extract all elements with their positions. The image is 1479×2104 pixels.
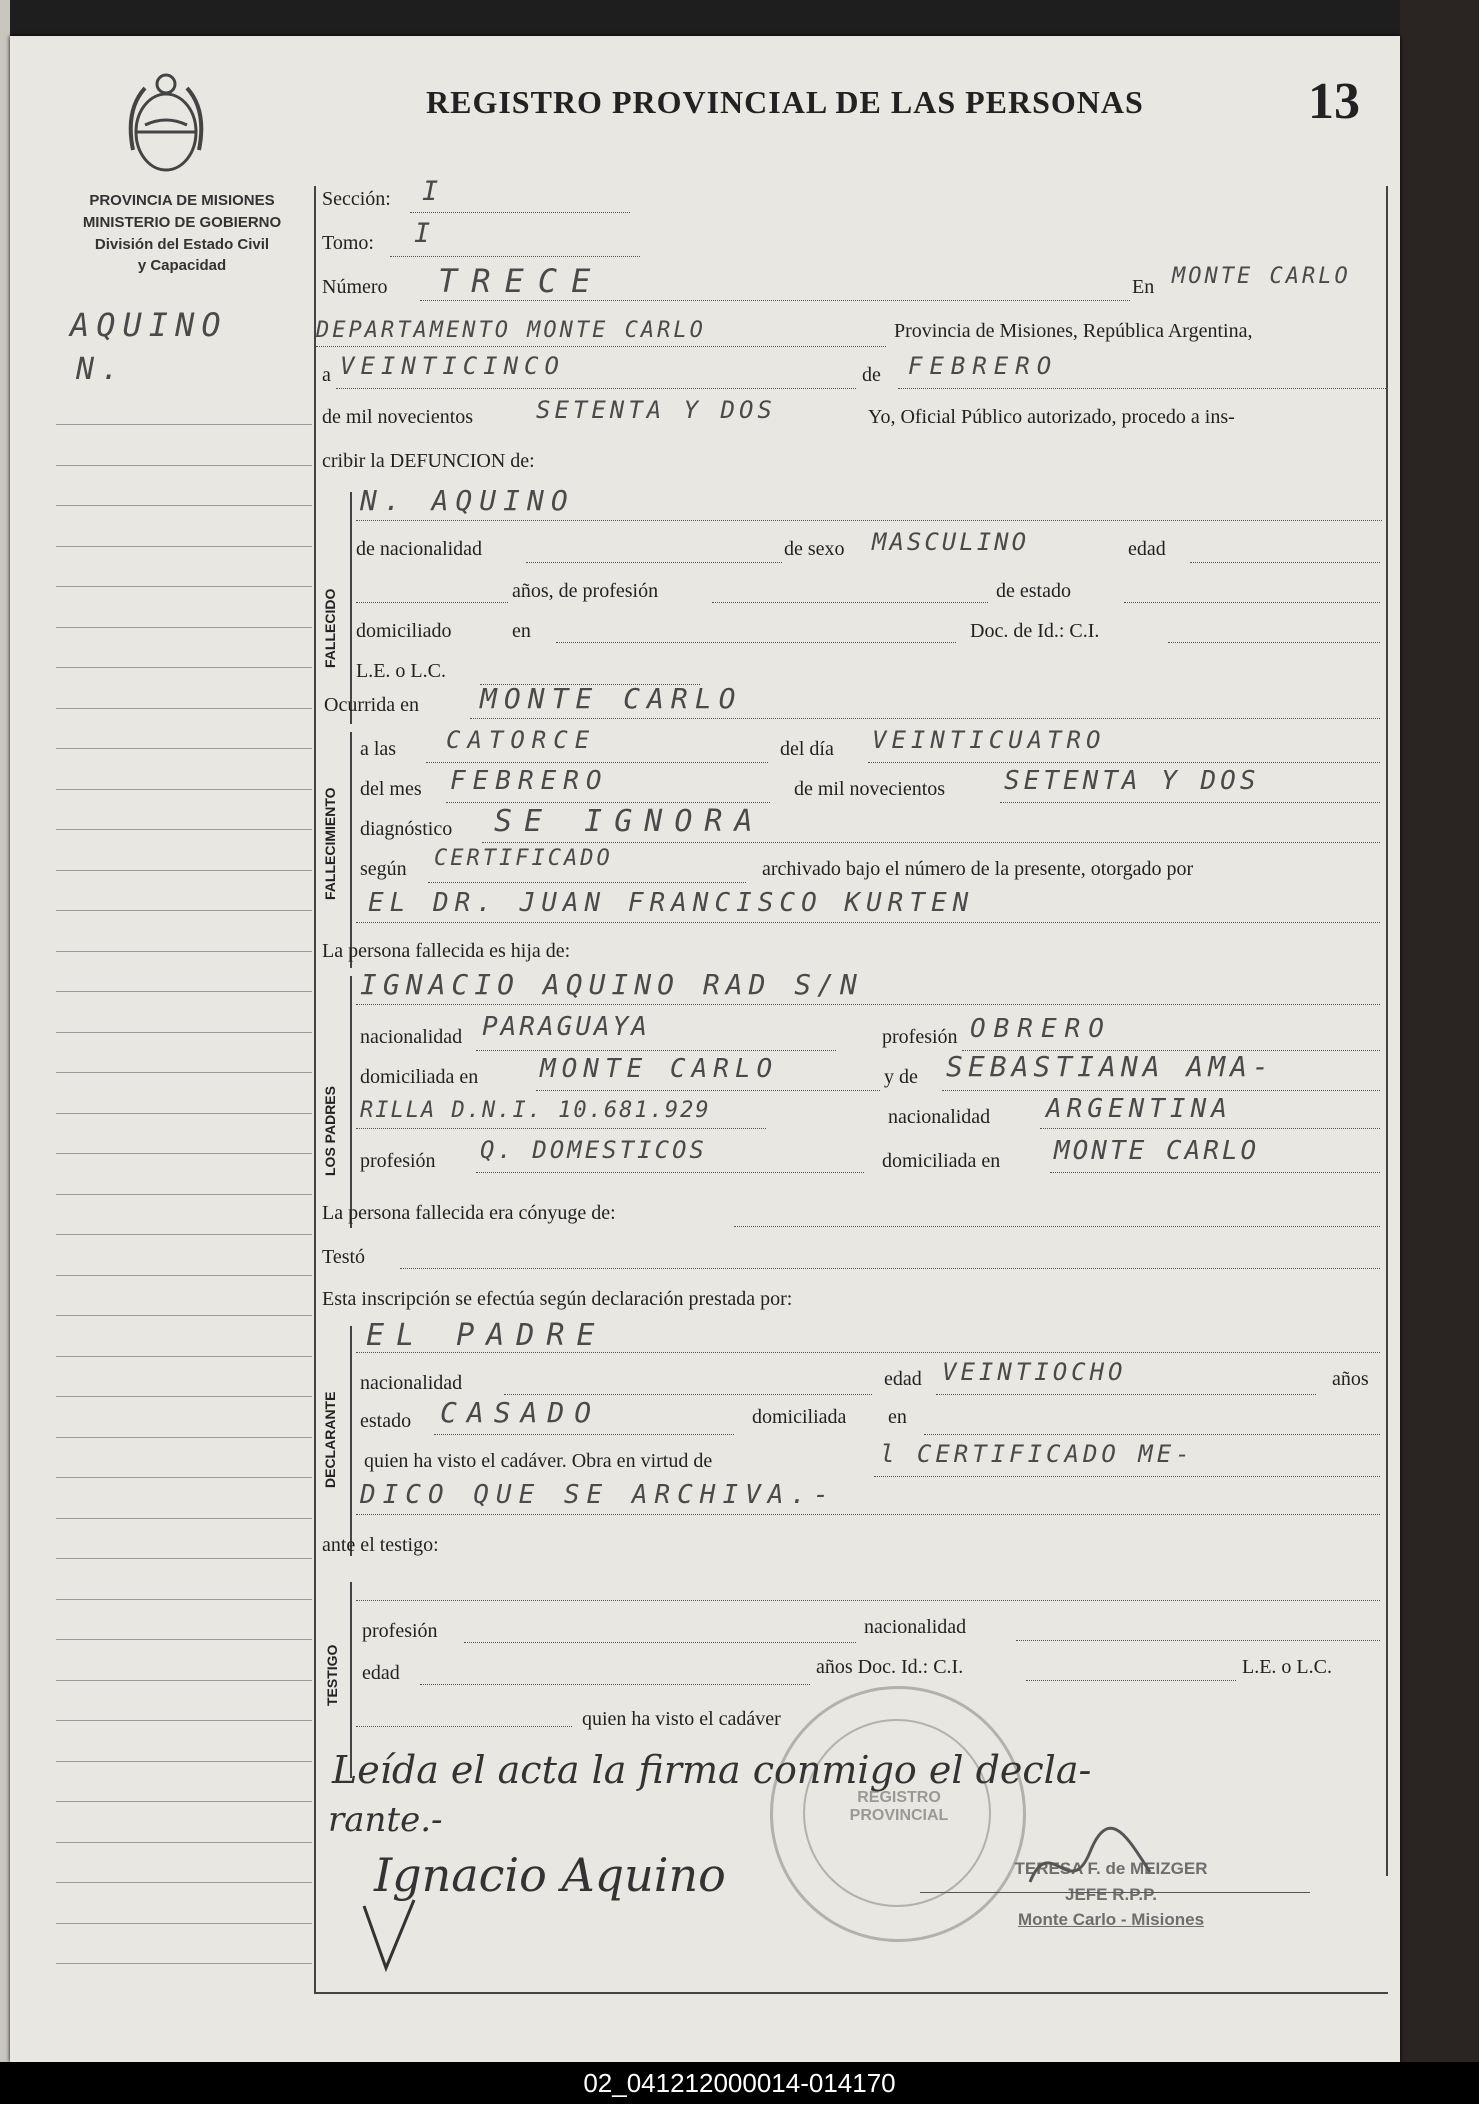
declarante-edad-label: edad [884,1368,922,1390]
underline [476,1050,836,1051]
section-bracket [350,492,352,724]
underline [1050,1172,1380,1173]
margin-rule-line [56,1518,312,1519]
seal-text: REGISTRO PROVINCIAL [849,1789,949,1824]
closing-line-2: rante.- [328,1800,443,1840]
dia-value: VEINTICUATRO [872,726,1106,754]
declarante-domiciliada-label: domiciliada [752,1406,847,1428]
dia-label: del día [780,738,834,760]
registro-anio-value: SETENTA Y DOS [536,396,776,424]
section-fallecimiento: FALLECIMIENTO [322,787,338,900]
section-bracket [350,976,352,1228]
official-signature-icon [1020,1822,1160,1912]
margin-rule-line [56,1153,312,1154]
section-bracket [350,1326,352,1556]
margin-rule-line [56,1356,312,1357]
margin-rule-line [56,1032,312,1033]
margin-rule-line [56,1275,312,1276]
ocurrida-value: MONTE CARLO [480,682,743,715]
padre-domicilio-value: MONTE CARLO [540,1054,779,1084]
inscripcion-label: Esta inscripción se efectúa según declaración prestada por: [322,1288,793,1310]
underline [420,1684,810,1685]
departamento-value: DEPARTAMENTO MONTE CARLO [316,318,706,343]
anios-label: años [1332,1368,1369,1390]
edad-label: edad [1128,538,1166,560]
testigo-le-label: L.E. o L.C. [1242,1656,1332,1678]
margin-rule-line [56,465,312,466]
madre-profesion-value: Q. DOMESTICOS [480,1136,707,1164]
seccion-value: I [422,176,446,207]
margin-rule-line [56,870,312,871]
margin-rule-line [56,1842,312,1843]
underline [1190,562,1380,563]
declarante-edad-value: VEINTIOCHO [942,1358,1127,1386]
margin-rule-line [56,627,312,628]
image-id-footer: 02_041212000014-014170 [0,2062,1479,2104]
underline [874,1476,1380,1477]
margin-rule-line [56,1113,312,1114]
margin-rule-line [56,910,312,911]
official-title: JEFE R.P.P. [1065,1884,1157,1904]
underline [924,1434,1380,1435]
ocurrida-label: Ocurrida en [324,694,419,716]
underline [356,602,508,603]
en-label: En [1132,276,1155,298]
le-label: L.E. o L.C. [356,660,446,682]
padre-nombre: IGNACIO AQUINO RAD S/N [360,968,863,1001]
organization-line: PROVINCIA DE MISIONES [89,192,275,209]
underline [1168,642,1380,643]
margin-rule-line [56,789,312,790]
fecha-de-label: de [862,364,881,386]
underline [1026,1680,1236,1681]
underline [936,1394,1316,1395]
underline [446,802,770,803]
underline [1000,802,1380,803]
en-value: MONTE CARLO [1172,264,1351,289]
padre-profesion-label: profesión [882,1026,958,1048]
underline [356,922,1380,923]
underline [336,388,856,389]
padre-nacionalidad-value: PARAGUAYA [482,1012,650,1042]
testigo-intro-label: ante el testigo: [322,1534,439,1556]
padre-profesion-value: OBRERO [970,1014,1112,1044]
organization-block [32,190,332,277]
margin-rule-line [56,1639,312,1640]
margin-rule-line [56,1720,312,1721]
margin-rule-line [56,505,312,506]
registro-mes-value: FEBRERO [908,352,1059,380]
underline [476,1172,864,1173]
testo-label: Testó [322,1246,366,1268]
section-testigo: TESTIGO [324,1644,340,1706]
underline [428,882,746,883]
margin-rule-line [56,708,312,709]
declarante-estado-label: estado [360,1410,412,1432]
underline [420,300,1130,301]
provincia-text: Provincia de Misiones, República Argentina, [894,320,1253,342]
conyuge-label: La persona fallecida era cónyuge de: [322,1202,616,1224]
registro-dia-value: VEINTICINCO [340,352,565,380]
margin-rule-line [56,1963,312,1964]
diagnostico-label: diagnóstico [360,818,453,840]
testigo-edad-label: edad [362,1662,400,1684]
padre-domiciliada-label: domiciliada en [360,1066,479,1088]
section-fallecido: FALLECIDO [322,588,338,668]
underline [504,1394,872,1395]
underline [356,1128,766,1129]
fallecimiento-anio-label: de mil novecientos [794,778,946,800]
document-page [10,36,1400,2062]
page-number: 13 [1308,73,1360,130]
margin-rule-line [56,1396,312,1397]
madre-nombre-2: RILLA D.N.I. 10.681.929 [360,1098,711,1123]
underline [868,762,1380,763]
margin-rule-line [56,667,312,668]
margin-rule-line [56,1477,312,1478]
section-bracket [350,732,352,968]
madre-profesion-label: profesión [360,1150,436,1172]
otorgado-value: EL DR. JUAN FRANCISCO KURTEN [368,888,975,918]
sexo-value: MASCULINO [872,528,1030,556]
madre-domiciliada-label: domiciliada en [882,1150,1001,1172]
archivado-text: archivado bajo el número de la presente, otorgado por [762,858,1194,880]
estado-label: de estado [996,580,1071,602]
margin-rule-line [56,748,312,749]
underline [482,842,1380,843]
testigo-profesion-label: profesión [362,1620,438,1642]
underline [470,718,1380,719]
mes-value: FEBRERO [450,766,609,796]
margin-rule-line [56,1437,312,1438]
margin-rule-line [56,1558,312,1559]
declarante-nacionalidad-label: nacionalidad [360,1372,463,1394]
mes-label: del mes [360,778,422,800]
margin-given-name: N. [76,352,127,387]
underline [434,1434,734,1435]
seccion-label: Sección: [322,188,391,210]
sexo-label: de sexo [784,538,845,560]
declarante-visto-label: quien ha visto el cadáver. Obra en virtud de [364,1450,713,1472]
margin-rule-line [56,1315,312,1316]
margin-rule-line [56,991,312,992]
margin-divider [314,186,316,1992]
declarante-visto-value-2: DICO QUE SE ARCHIVA.- [360,1480,836,1510]
organization-line: y Capacidad [137,257,227,275]
underline [356,1600,1380,1601]
margin-rule-line [56,1072,312,1073]
organization-line: MINISTERIO DE GOBIERNO [82,213,282,231]
diagnostico-value: SE IGNORA [494,804,765,839]
underline [1124,602,1380,603]
margin-rule-line [56,1234,312,1235]
madre-nacionalidad-value: ARGENTINA [1046,1094,1232,1124]
inscribir-text: cribir la DEFUNCION de: [322,450,535,472]
underline [356,1004,1380,1005]
fecha-a-label: a [322,364,331,386]
declarante-nombre: EL PADRE [366,1318,607,1353]
numero-label: Número [322,276,388,298]
coat-of-arms-icon [125,70,207,180]
testigo-doc-label: años Doc. Id.: C.I. [816,1656,964,1678]
testigo-visto-label: quien ha visto el cadáver [582,1708,781,1730]
margin-rule-line [56,829,312,830]
fallecido-nombre: N. AQUINO [360,484,575,517]
right-border [1386,186,1388,1876]
underline [942,1090,1380,1091]
segun-value: CERTIFICADO [434,846,613,871]
underline [426,762,768,763]
declarant-signature: Ignacio Aquino [374,1848,726,1902]
yde-label: y de [884,1066,918,1088]
underline [356,1352,1380,1353]
signature-line [920,1892,1310,1893]
madre-nombre-1: SEBASTIANA AMA- [946,1050,1274,1083]
numero-value: TRECE [438,262,605,300]
closing-line-1: Leída el acta la firma conmigo el decla- [332,1748,1092,1792]
margin-surname: AQUINO [70,306,228,344]
margin-rule-line [56,546,312,547]
page-edge [0,0,10,2062]
underline [734,1226,1380,1227]
anio-label: de mil novecientos [322,406,474,428]
underline [356,520,1382,521]
declarante-en-label: en [888,1406,907,1428]
margin-rule-line [56,1882,312,1883]
underline [390,256,640,257]
book-binding [1400,0,1479,2062]
underline [316,346,886,347]
padre-nacionalidad-label: nacionalidad [360,1026,463,1048]
section-declarante: DECLARANTE [322,1391,338,1488]
official-location: Monte Carlo - Misiones [1017,1910,1205,1929]
domiciliado-en-label: en [512,620,531,642]
underline [526,562,782,563]
official-name: TERESA F. de MEIZGER [1014,1859,1208,1878]
tomo-value: I [414,218,438,249]
underline [1040,1128,1380,1129]
section-padres: LOS PADRES [322,1086,338,1176]
madre-nacionalidad-label: nacionalidad [888,1106,991,1128]
bottom-line [314,1992,1388,1994]
nacionalidad-label: de nacionalidad [356,538,483,560]
underline [410,212,630,213]
domiciliado-label: domiciliado [356,620,452,642]
margin-rule-line [56,1923,312,1924]
register-title: REGISTRO PROVINCIAL DE LAS PERSONAS [426,84,1144,120]
underline [712,602,988,603]
tomo-label: Tomo: [322,232,374,254]
underline [1016,1640,1380,1641]
margin-rule-line [56,586,312,587]
hija-label: La persona fallecida es hija de: [322,940,571,962]
fallecimiento-anio-value: SETENTA Y DOS [1004,766,1260,796]
underline [400,1268,1380,1269]
underline [556,642,956,643]
hora-label: a las [360,738,397,760]
underline [464,1642,856,1643]
segun-label: según [360,858,407,880]
underline [898,388,1388,389]
underline [356,1726,572,1727]
margin-rule-line [56,424,312,425]
testigo-nacionalidad-label: nacionalidad [864,1616,967,1638]
declarante-estado-value: CASADO [440,1396,602,1429]
margin-rule-line [56,1680,312,1681]
oficial-text: Yo, Oficial Público autorizado, procedo a ins- [868,406,1235,428]
doc-label: Doc. de Id.: C.I. [970,620,1100,642]
madre-domicilio-value: MONTE CARLO [1054,1136,1260,1166]
profesion-label: años, de profesión [512,580,659,602]
underline [356,1514,1380,1515]
margin-rule-line [56,1801,312,1802]
underline [536,1090,880,1091]
declarante-visto-value: l CERTIFICADO ME- [880,1440,1194,1468]
hora-value: CATORCE [446,726,597,754]
margin-rule-line [56,1599,312,1600]
margin-rule-line [56,1761,312,1762]
organization-line: División del Estado Civil [94,235,270,253]
signature-check-icon [360,1896,420,1976]
margin-rule-line [56,1194,312,1195]
margin-rule-line [56,951,312,952]
